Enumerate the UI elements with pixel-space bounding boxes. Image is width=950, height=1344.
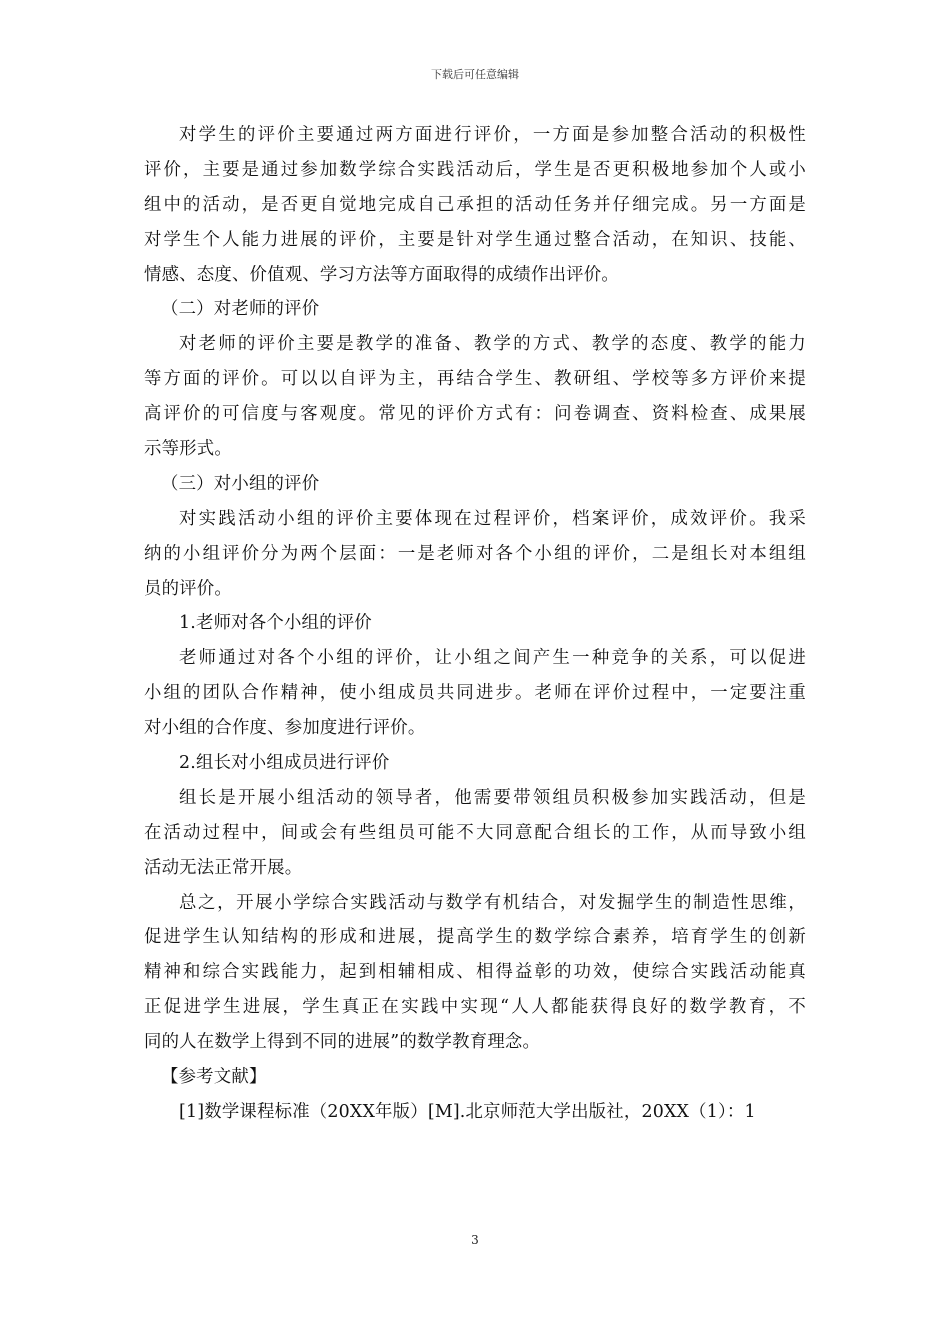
text-line: 正促进学生进展，学生真正在实践中实现“人人都能获得良好的数学教育，不 bbox=[144, 997, 806, 1018]
page-header: 下载后可任意编辑 bbox=[431, 68, 519, 81]
text-line: 同的人在数学上得到不同的进展”的数学教育理念。 bbox=[144, 1032, 541, 1053]
text-line: 员的评价。 bbox=[144, 578, 232, 599]
text-line: [1]数学课程标准（20XX年版）[M].北京师范大学出版社，20XX（1）：1 bbox=[179, 1101, 756, 1122]
text-line: 在活动过程中，间或会有些组员可能不大同意配合组长的工作，从而导致小组 bbox=[144, 822, 806, 843]
text-line: 等方面的评价。可以以自评为主，再结合学生、教研组、学校等多方评价来提 bbox=[144, 369, 806, 390]
text-line: 纳的小组评价分为两个层面：一是老师对各个小组的评价，二是组长对本组组 bbox=[144, 543, 806, 564]
text-line: （二）对老师的评价 bbox=[161, 299, 320, 320]
text-line: 对学生个人能力进展的评价，主要是针对学生通过整合活动，在知识、技能、 bbox=[144, 229, 806, 250]
text-line: 活动无法正常开展。 bbox=[144, 857, 303, 878]
text-line: 老师通过对各个小组的评价，让小组之间产生一种竞争的关系，可以促进 bbox=[179, 648, 806, 669]
text-line: 情感、态度、价值观、学习方法等方面取得的成绩作出评价。 bbox=[144, 264, 619, 285]
page-number: 3 bbox=[471, 1233, 479, 1247]
text-line: 示等形式。 bbox=[144, 439, 232, 460]
text-line: 评价，主要是通过参加数学综合实践活动后，学生是否更积极地参加个人或小 bbox=[144, 159, 806, 180]
text-line: 对实践活动小组的评价主要体现在过程评价，档案评价，成效评价。我采 bbox=[179, 508, 806, 529]
text-line: 2.组长对小组成员进行评价 bbox=[179, 753, 390, 774]
text-line: 精神和综合实践能力，起到相辅相成、相得益彰的功效，使综合实践活动能真 bbox=[144, 962, 806, 983]
text-line: 对老师的评价主要是教学的准备、教学的方式、教学的态度、教学的能力 bbox=[179, 334, 806, 355]
text-line: （三）对小组的评价 bbox=[161, 473, 320, 494]
document-body bbox=[144, 118, 806, 1130]
text-line: 【参考文献】 bbox=[161, 1067, 267, 1088]
text-line: 小组的团队合作精神，使小组成员共同进步。老师在评价过程中，一定要注重 bbox=[144, 683, 806, 704]
text-line: 对学生的评价主要通过两方面进行评价，一方面是参加整合活动的积极性 bbox=[179, 125, 806, 145]
text-line: 总之，开展小学综合实践活动与数学有机结合，对发掘学生的制造性思维， bbox=[179, 892, 806, 913]
text-line: 对小组的合作度、参加度进行评价。 bbox=[144, 718, 426, 739]
text-line: 促进学生认知结构的形成和进展，提高学生的数学综合素养，培育学生的创新 bbox=[144, 927, 806, 948]
text-line: 组长是开展小组活动的领导者，他需要带领组员积极参加实践活动，但是 bbox=[179, 787, 806, 808]
text-line: 组中的活动，是否更自觉地完成自己承担的活动任务并仔细完成。另一方面是 bbox=[144, 194, 806, 215]
text-line: 1.老师对各个小组的评价 bbox=[179, 613, 372, 634]
text-line: 高评价的可信度与客观度。常见的评价方式有：问卷调查、资料检查、成果展 bbox=[144, 404, 806, 425]
